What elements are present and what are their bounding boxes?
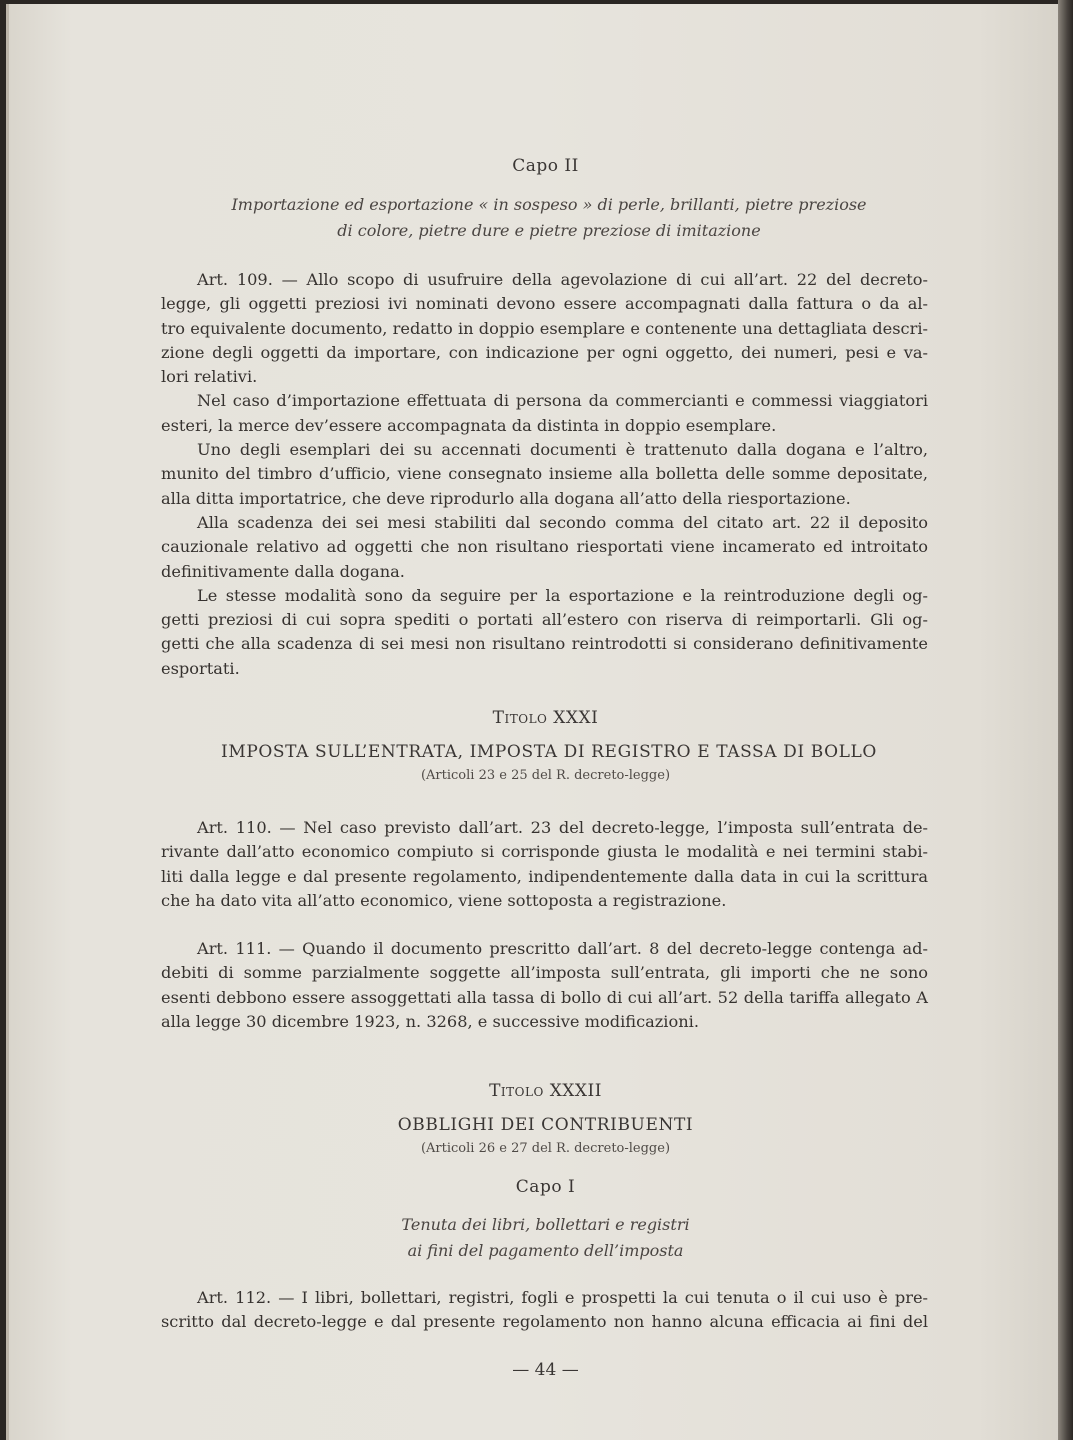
art109-p2-line-2: esteri, la merce dev’essere accompagnata da distinta in doppio esemplare.: [161, 415, 777, 435]
capo-ii-heading: Capo II: [512, 156, 579, 176]
art109-p4-line-3: definitivamente dalla dogana.: [161, 561, 405, 581]
art112-line-1: Art. 112. — I libri, bollettari, registri, fogli e prospetti la cui tenuta o il cui uso è pre-: [197, 1288, 928, 1307]
article-112: [161, 1286, 928, 1335]
capo-i-subtitle-line1: Tenuta dei libri, bollettari e registri: [401, 1215, 690, 1234]
art109-p5-line-2: getti preziosi di cui sopra spediti o portati all’estero con riserva di reimportarli. Gli og-: [161, 610, 928, 630]
titolo-xxxii-articoli: (Articoli 26 e 27 del R. decreto-legge): [420, 1141, 671, 1156]
art109-p3-line-1: Uno degli esemplari dei su accennati documenti è trattenuto dalla dogana e l’altro,: [197, 440, 928, 460]
book-edge: [1058, 0, 1073, 1440]
art109-p5-line-1: Le stesse modalità sono da seguire per la esportazione e la reintroduzione degli og-: [197, 585, 928, 605]
titolo-xxxii-label: Titolo XXXII: [489, 1081, 602, 1101]
capo-ii-subtitle-line2: di colore, pietre dure e pietre preziose di imitazione: [337, 221, 761, 240]
art110-line-3: liti dalla legge e dal presente regolamento, indipendentemente dalla data in cui la scrittura: [161, 866, 928, 886]
titolo-xxxi-label: Titolo XXXI: [492, 708, 599, 728]
art110-line-2: rivante dall’atto economico compiuto si corrisponde giusta le modalità e nei termini stabi-: [161, 842, 928, 862]
art109-p5-line-4: esportati.: [161, 658, 240, 678]
art111-line-3: esenti debbono essere assoggettati alla tassa di bollo di cui all’art. 52 della tariffa allegato A: [161, 987, 928, 1007]
art109-p3-line-3: alla ditta importatrice, che deve riprodurlo alla dogana all’atto della riesportazione.: [161, 488, 851, 508]
art109-line-5: lori relativi.: [161, 367, 258, 387]
art111-line-1: Art. 111. — Quando il documento prescritto dall’art. 8 del decreto-legge contenga ad-: [197, 939, 928, 958]
article-110: [161, 816, 928, 913]
art110-line-4: che ha dato vita all’atto economico, viene sottoposta a registrazione.: [161, 890, 727, 910]
capo-i-heading: Capo I: [515, 1177, 576, 1197]
book-page: [6, 4, 1061, 1440]
titolo-xxxi-heading: IMPOSTA SULL’ENTRATA, IMPOSTA DI REGISTRO E TASSA DI BOLLO: [221, 742, 877, 762]
page-number: — 44 —: [512, 1360, 579, 1380]
article-109: [161, 268, 928, 681]
art109-p3-line-2: munito del timbro d’ufficio, viene consegnato insieme alla bolletta delle somme depositate,: [161, 464, 928, 484]
art109-p4-line-2: cauzionale relativo ad oggetti che non risultano riesportati viene incamerato ed introitato: [161, 537, 928, 557]
titolo-xxxi-articoli: (Articoli 23 e 25 del R. decreto-legge): [420, 768, 671, 783]
art109-line-1: Art. 109. — Allo scopo di usufruire della agevolazione di cui all’art. 22 del decreto-: [197, 270, 928, 289]
art111-line-4: alla legge 30 dicembre 1923, n. 3268, e successive modificazioni.: [161, 1011, 699, 1031]
titolo-xxxii-heading: OBBLIGHI DEI CONTRIBUENTI: [397, 1115, 694, 1135]
art109-line-4: zione degli oggetti da importare, con indicazione per ogni oggetto, dei numeri, pesi e va-: [161, 342, 928, 362]
art110-line-1: Art. 110. — Nel caso previsto dall’art. 23 del decreto-legge, l’imposta sull’entrata de-: [197, 818, 928, 837]
art109-p4-line-1: Alla scadenza dei sei mesi stabiliti dal secondo comma del citato art. 22 il deposito: [197, 512, 928, 532]
art112-line-2: scritto dal decreto-legge e dal presente regolamento non hanno alcuna efficacia ai fini del: [161, 1312, 928, 1332]
art109-line-2: legge, gli oggetti preziosi ivi nominati devono essere accompagnati dalla fattura o da al-: [161, 294, 928, 314]
art109-line-3: tro equivalente documento, redatto in doppio esemplare e contenente una dettagliata descri-: [161, 318, 928, 338]
article-111: [161, 937, 928, 1034]
art109-p5-line-3: getti che alla scadenza di sei mesi non risultano reintrodotti si considerano definitivamente: [161, 634, 928, 654]
art111-line-2: debiti di somme parzialmente soggette all’imposta sull’entrata, gli importi che ne sono: [161, 963, 928, 983]
capo-i-subtitle-line2: ai fini del pagamento dell’imposta: [407, 1241, 684, 1260]
art109-p2-line-1: Nel caso d’importazione effettuata di persona da commercianti e commessi viaggiatori: [197, 391, 928, 411]
capo-ii-subtitle-line1: Importazione ed esportazione « in sospeso » di perle, brillanti, pietre preziose: [231, 195, 867, 214]
